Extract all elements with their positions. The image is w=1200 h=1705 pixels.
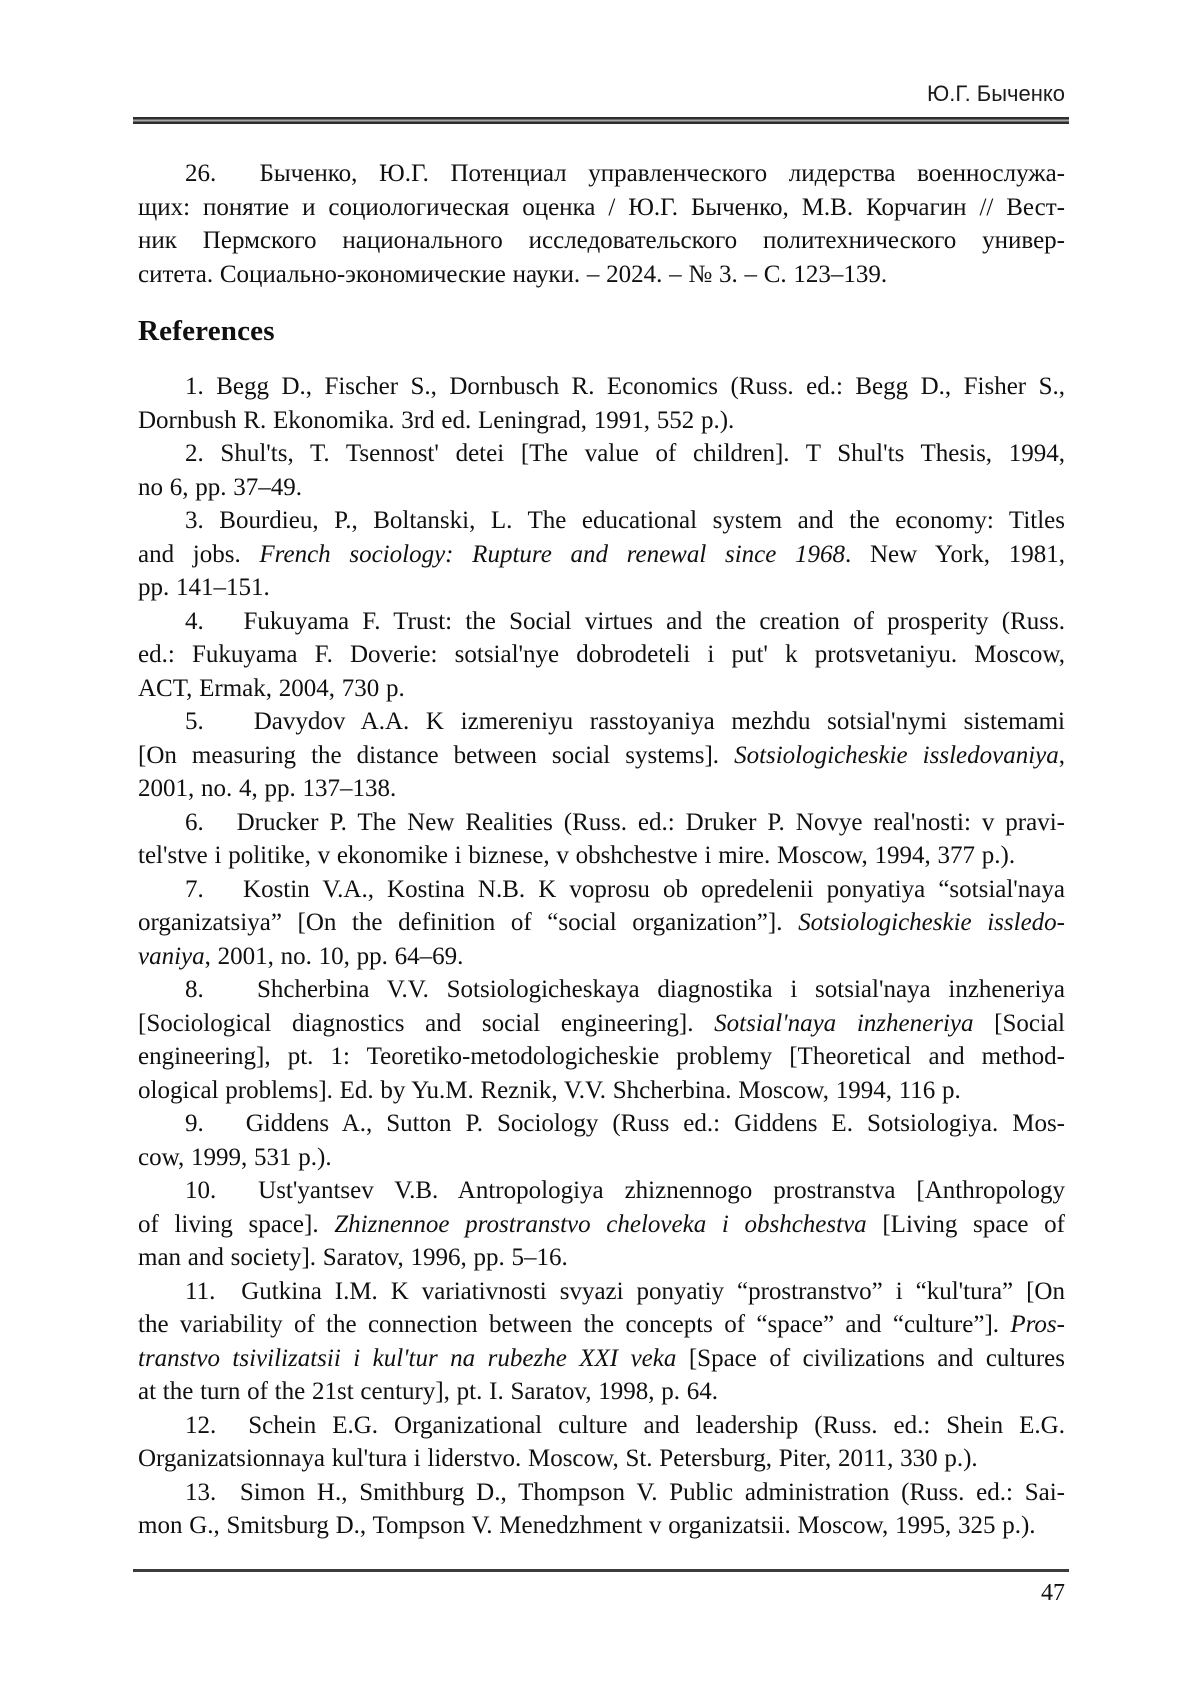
text-line: 13. Simon H., Smithburg D., Thompson V. Public administration (Russ. ed.: Sai- bbox=[185, 1478, 1065, 1506]
text-line: ACT, Ermak, 2004, 730 p. bbox=[138, 674, 405, 702]
text-line: 11. Gutkina I.M. K variativnosti svyazi ponyatiy “prostranstvo” i “kul'tura” [On bbox=[185, 1277, 1065, 1305]
text-line: the variability of the connection between the concepts of “space” and “culture”]. Pros- bbox=[138, 1311, 1065, 1338]
reference-item bbox=[138, 504, 1065, 605]
text-line: ситета. Социально-экономические науки. – 2024. – № 3. – С. 123–139. bbox=[138, 260, 888, 288]
running-head: Ю.Г. Быченко bbox=[927, 81, 1065, 106]
text-line: ed.: Fukuyama F. Doverie: sotsial'nye dobrodeteli i put' k protsvetaniyu. Moscow, bbox=[138, 641, 1065, 668]
text-line: 7. Kostin V.A., Kostina N.B. K voprosu ob opredelenii ponyatiya “sotsial'naya bbox=[185, 875, 1065, 903]
text-line: ник Пермского национального исследовательского политехнического универ- bbox=[138, 227, 1065, 254]
footer-rule bbox=[133, 1569, 1069, 1572]
header-rule bbox=[133, 117, 1069, 124]
text-line: 6. Drucker P. The New Realities (Russ. ed.: Druker P. Novye real'nosti: v pravi- bbox=[185, 808, 1065, 836]
references-list bbox=[138, 370, 1065, 1543]
text-line: no 6, pp. 37–49. bbox=[138, 473, 302, 501]
text-line: 1. Begg D., Fischer S., Dornbusch R. Economics (Russ. ed.: Begg D., Fisher S., bbox=[185, 373, 1065, 400]
page-header bbox=[138, 82, 1065, 124]
text-line: Organizatsionnaya kul'tura i liderstvo. Moscow, St. Petersburg, Piter, 2011, 330 p.). bbox=[138, 1445, 978, 1472]
reference-item bbox=[138, 605, 1065, 706]
text-line: transtvo tsivilizatsii i kul'tur na rubezhe XXI veka [Space of civilizations and cultures bbox=[138, 1344, 1065, 1372]
reference-item bbox=[138, 370, 1065, 437]
text-line: 8. Shcherbina V.V. Sotsiologicheskaya diagnostika i sotsial'naya inzheneriya bbox=[185, 976, 1065, 1003]
text-line: mon G., Smitsburg D., Tompson V. Menedzhment v organizatsii. Moscow, 1995, 325 p.). bbox=[138, 1512, 1036, 1539]
text-line: 5. Davydov A.A. K izmereniyu rasstoyaniya mezhdu sotsial'nymi sistemami bbox=[185, 708, 1065, 735]
reference-item bbox=[138, 1174, 1065, 1275]
references-heading: References bbox=[138, 315, 275, 347]
reference-item bbox=[138, 873, 1065, 974]
text-line: at the turn of the 21st century], pt. I. Saratov, 1998, p. 64. bbox=[138, 1378, 718, 1405]
reference-item bbox=[138, 1107, 1065, 1174]
text-line: щих: понятие и социологическая оценка / Ю.Г. Быченко, М.В. Корчагин // Вест- bbox=[138, 193, 1065, 221]
reference-item bbox=[138, 1275, 1065, 1409]
text-line: [Sociological diagnostics and social engineering]. Sotsial'naya inzheneriya [Social bbox=[138, 1009, 1065, 1037]
text-line: engineering], pt. 1: Teoretiko-metodologicheskie problemy [Theoretical and method- bbox=[138, 1043, 1065, 1070]
reference-item bbox=[138, 806, 1065, 873]
text-line: 10. Ust'yantsev V.B. Antropologiya zhiznennogo prostranstva [Anthropology bbox=[185, 1177, 1065, 1204]
text-line: tel'stve i politike, v ekonomike i biznese, v obshchestve i mire. Moscow, 1994, 377 p.). bbox=[138, 842, 1016, 869]
page-body bbox=[138, 157, 1065, 1543]
text-line: 26. Быченко, Ю.Г. Потенциал управленческого лидерства военнослужа- bbox=[185, 160, 1065, 187]
text-line: ological problems]. Ed. by Yu.M. Reznik, V.V. Shcherbina. Moscow, 1994, 116 p. bbox=[138, 1076, 961, 1104]
text-line: [On measuring the distance between social systems]. Sotsiologicheskie issledovaniya, bbox=[138, 741, 1066, 769]
text-line: man and society]. Saratov, 1996, pp. 5–16. bbox=[138, 1244, 568, 1271]
reference-item bbox=[138, 1409, 1065, 1476]
text-line: 4. Fukuyama F. Trust: the Social virtues and the creation of prosperity (Russ. bbox=[185, 607, 1065, 635]
text-line: pp. 141–151. bbox=[138, 574, 270, 601]
page-number: 47 bbox=[1041, 1579, 1065, 1606]
text-line: and jobs. French sociology: Rupture and renewal since 1968. New York, 1981, bbox=[138, 540, 1065, 568]
text-line: 2001, no. 4, pp. 137–138. bbox=[138, 775, 397, 802]
reference-item bbox=[138, 437, 1065, 504]
text-line: cow, 1999, 531 p.). bbox=[138, 1143, 332, 1171]
text-line: of living space]. Zhiznennoe prostranstvo cheloveka i obshchestva [Living space of bbox=[138, 1210, 1065, 1238]
page-footer bbox=[138, 1569, 1065, 1607]
reference-item bbox=[138, 1476, 1065, 1543]
text-line: Dornbush R. Ekonomika. 3rd ed. Leningrad, 1991, 552 p.). bbox=[138, 406, 735, 434]
text-line: 9. Giddens A., Sutton P. Sociology (Russ ed.: Giddens E. Sotsiologiya. Mos- bbox=[185, 1110, 1065, 1137]
text-line: 2. Shul'ts, T. Tsennost' detei [The value of children]. T Shul'ts Thesis, 1994, bbox=[185, 440, 1065, 467]
citation-26 bbox=[138, 157, 1065, 291]
reference-item bbox=[138, 973, 1065, 1107]
reference-item bbox=[138, 705, 1065, 806]
text-line: 3. Bourdieu, P., Boltanski, L. The educational system and the economy: Titles bbox=[185, 507, 1065, 534]
text-line: organizatsiya” [On the definition of “social organization”]. Sotsiologicheskie issledo- bbox=[138, 909, 1066, 936]
text-line: 12. Schein E.G. Organizational culture and leadership (Russ. ed.: Shein E.G. bbox=[185, 1411, 1065, 1439]
text-line: vaniya, 2001, no. 10, pp. 64–69. bbox=[138, 942, 464, 970]
